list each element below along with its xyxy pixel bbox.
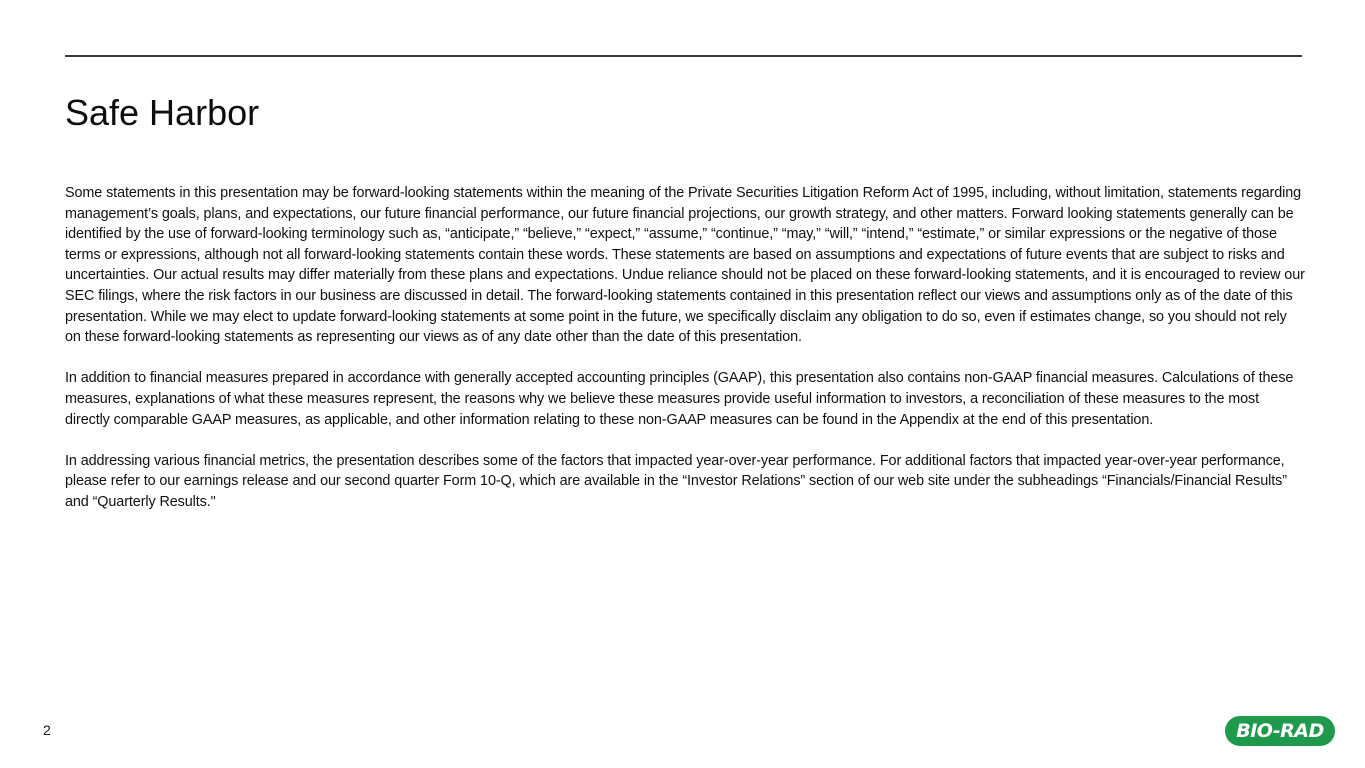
paragraph-non-gaap: In addition to financial measures prepared in accordance with generally accepted accounting principles (GAAP), this presentation also contains non-GAAP financial measures. Calculations of these measures, explanations of what these measures represent, the reasons why we believe these measures provide useful information to investors, a reconciliation of these measures to the most directly comparable GAAP measures, as applicable, and other information relating to these non-GAAP measures can be found in the Appendix at the end of this presentation. <box>65 370 1294 428</box>
paragraph-forward-looking: Some statements in this presentation may be forward-looking statements within the meaning of the Private Securities Litigation Reform Act of 1995, including, without limitation, statements regarding management’s goals, plans, and expectations, our future financial performance, our future financial projections, our growth strategy, and other matters. Forward looking statements generally can be identified by the use of forward-looking terminology such as, “anticipate,” “believe,” “expect,” “assume,” “continue,” “may,” “will,” “intend,” “estimate,” or similar expressions or the negative of those terms or expressions, although not all forward-looking statements contain these words. These statements are based on assumptions and expectations of future events that are subject to risks and uncertainties. Our actual results may differ materially from these plans and expectations. Undue reliance should not be placed on these forward-looking statements, and it is encouraged to review our SEC filings, where the risk factors in our business are discussed in detail. The forward-looking statements contained in this presentation reflect our views and assumptions only as of the date of this presentation. While we may elect to update forward-looking statements at some point in the future, we specifically disclaim any obligation to do so, even if estimates change, so you should not rely on these forward-looking statements as representing our views as of any date other than the date of this presentation. <box>65 185 1305 346</box>
slide-title: Safe Harbor <box>65 92 260 133</box>
top-divider <box>65 55 1302 57</box>
slide-body <box>65 183 1305 533</box>
bio-rad-logo: BIO-RAD <box>1225 716 1335 746</box>
paragraph-financial-metrics: In addressing various financial metrics, the presentation describes some of the factors that impacted year-over-year performance. For additional factors that impacted year-over-year performance, please refer to our earnings release and our second quarter Form 10-Q, which are available in the “Investor Relations” section of our web site under the subheadings “Financials/Financial Results” and “Quarterly Results." <box>65 452 1287 510</box>
page-number: 2 <box>43 722 51 738</box>
